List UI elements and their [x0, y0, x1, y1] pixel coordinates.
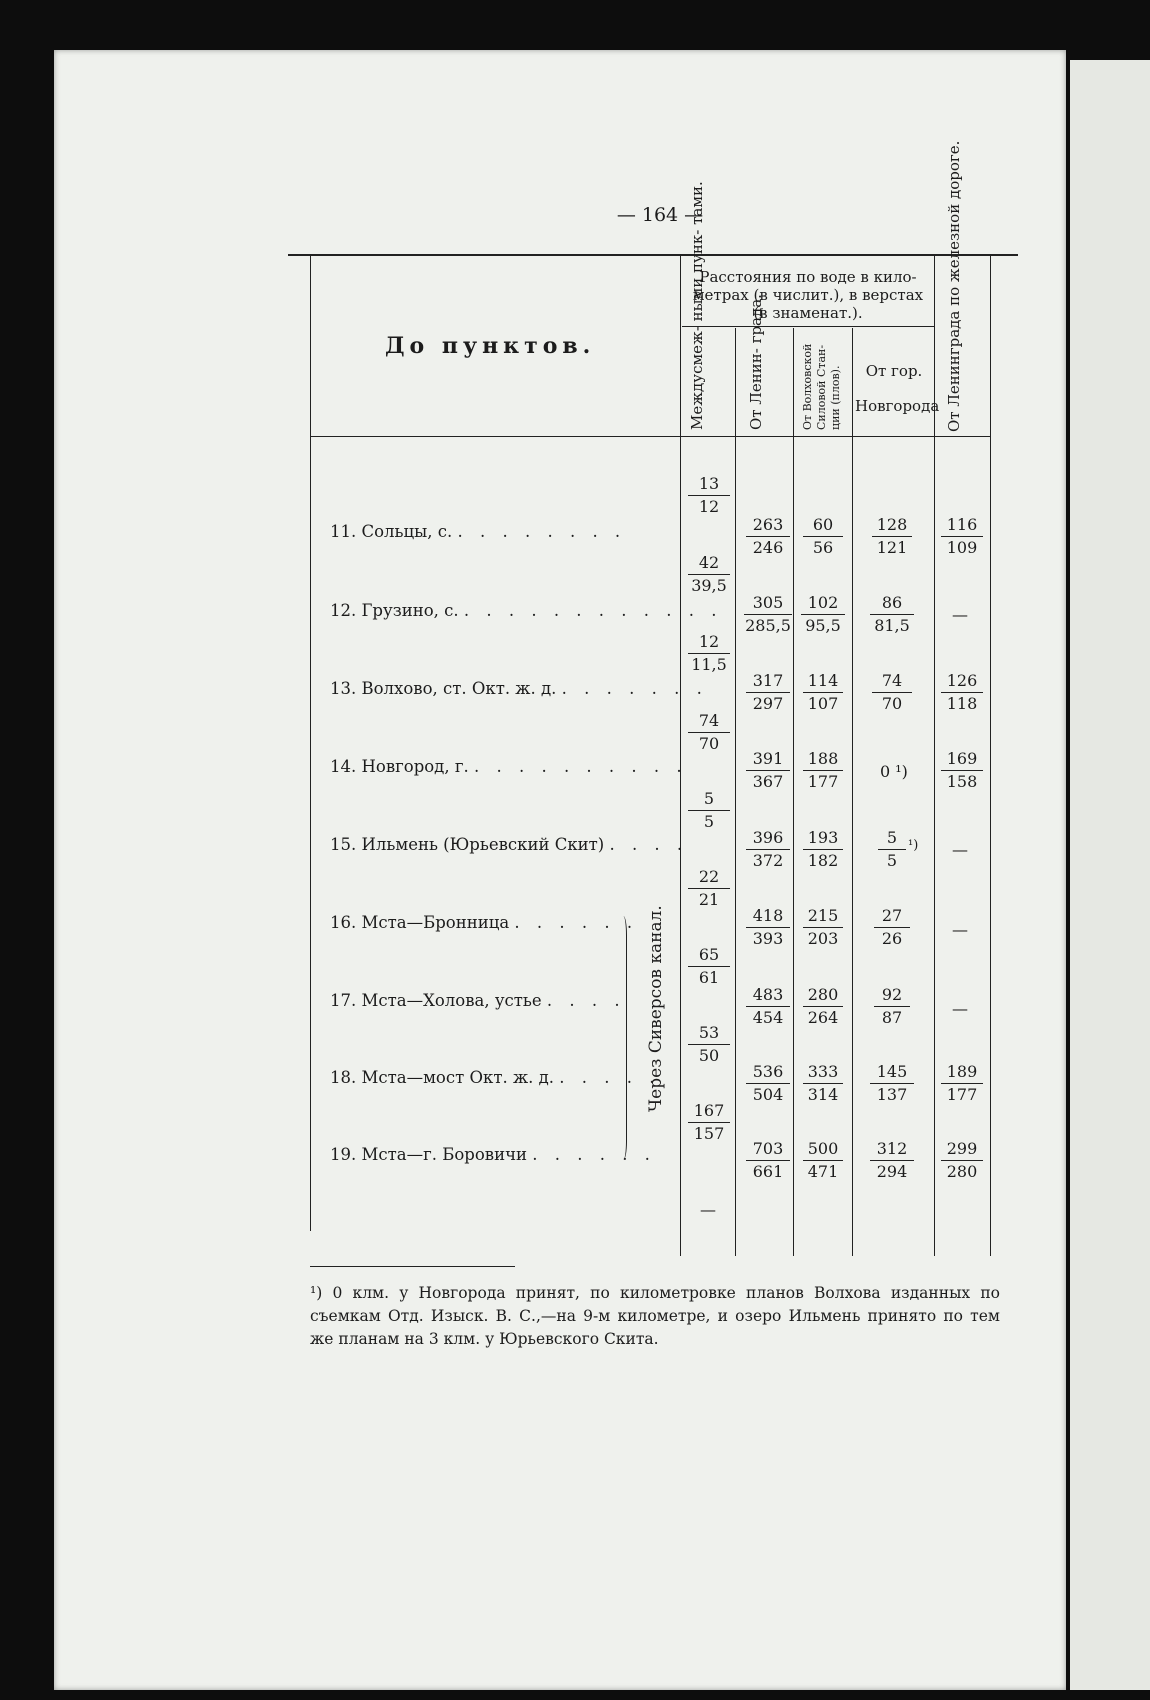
footnote-rule — [310, 1266, 515, 1267]
novgorod-value: $\frac{92}{87}$ — [874, 985, 910, 1028]
volkhov-value: $\frac{333}{314}$ — [803, 1062, 843, 1105]
col-divider-3 — [793, 328, 794, 1256]
novgorod-value: $\frac{74}{70}$ — [872, 671, 912, 714]
novgorod-value: $\frac{27}{26}$ — [874, 906, 910, 949]
canal-brace — [618, 916, 627, 1160]
table-row: 15. Ильмень (Юрьевский Скит) . . . . — [330, 835, 689, 854]
rail-value: — — [952, 605, 968, 624]
leningrad-value: $\frac{536}{504}$ — [746, 1062, 790, 1105]
col-leningrad-header: От Ленин- града. — [747, 294, 765, 430]
volkhov-value: $\frac{102}{95,5}$ — [801, 593, 845, 636]
table-row: 13. Волхово, ст. Окт. ж. д. . . . . . . . — [330, 679, 708, 698]
novgorod-value: $\frac{86}{81,5}$ — [870, 593, 914, 636]
col-rail-header: От Ленинграда по железной дороге. — [945, 140, 963, 432]
volkhov-value: $\frac{114}{107}$ — [803, 671, 843, 714]
footnote: ¹) 0 клм. у Новгорода принят, по километровке планов Волхова изданных по съемкам Отд. Изыск. В. С.,—на 9-м километре, и озеро Ильмень принято по тем же планам на 3 клм. у Юрьевского Скита. — [310, 1284, 1000, 1348]
novgorod-value: $\frac{128}{121}$ — [872, 515, 912, 558]
novgorod-value: 0 ¹) — [880, 762, 908, 781]
points-column-title: До пунктов. — [385, 333, 596, 359]
water-group-rule — [682, 326, 934, 327]
novgorod-value: $\frac{5}{5}$ — [878, 828, 906, 871]
rail-value: $\frac{169}{158}$ — [941, 749, 983, 792]
header-bottom-rule — [310, 436, 990, 437]
novgorod-value: $\frac{312}{294}$ — [870, 1139, 914, 1182]
table-row: 16. Мста—Бронница . . . . . . — [330, 913, 639, 932]
leningrad-value: $\frac{703}{661}$ — [746, 1139, 790, 1182]
rail-value: — — [952, 840, 968, 859]
table-row: 11. Сольцы, с. . . . . . . . . — [330, 522, 627, 541]
leningrad-value: $\frac{317}{297}$ — [746, 671, 790, 714]
rail-value: $\frac{116}{109}$ — [941, 515, 983, 558]
between-value: $\frac{65}{61}$ — [688, 945, 730, 988]
table-right-border — [990, 256, 991, 1256]
rail-value: — — [952, 999, 968, 1018]
table-row: 18. Мста—мост Окт. ж. д. . . . . . — [330, 1068, 661, 1087]
col-novgorod-header-top: От гор. — [865, 362, 923, 380]
novgorod-footnote-mark: ¹) — [908, 838, 919, 853]
between-value: $\frac{42}{39,5}$ — [688, 553, 730, 596]
between-value: $\frac{12}{11,5}$ — [688, 632, 730, 675]
rail-value: — — [952, 920, 968, 939]
table-top-rule — [288, 254, 1018, 256]
table-row: 19. Мста—г. Боровичи . . . . . . — [330, 1145, 656, 1164]
leningrad-value: $\frac{263}{246}$ — [746, 515, 790, 558]
canal-label: Через Сиверсов канал. — [646, 905, 666, 1112]
table-row: 17. Мста—Холова, устье . . . . — [330, 991, 626, 1010]
table-left-border — [310, 256, 311, 1231]
leningrad-value: $\frac{396}{372}$ — [746, 828, 790, 871]
between-value: $\frac{5}{5}$ — [688, 789, 730, 832]
page-number: — 164 — — [616, 204, 704, 226]
rail-value: $\frac{299}{280}$ — [941, 1139, 983, 1182]
water-distances-header: Расстояния по воде в кило- метрах (в числит.), в верстах (в знаменат.). — [692, 268, 924, 322]
volkhov-value: $\frac{193}{182}$ — [803, 828, 843, 871]
volkhov-value: $\frac{188}{177}$ — [803, 749, 843, 792]
volkhov-value: $\frac{500}{471}$ — [803, 1139, 843, 1182]
leningrad-value: $\frac{418}{393}$ — [746, 906, 790, 949]
between-value: $\frac{53}{50}$ — [688, 1023, 730, 1066]
between-value: $\frac{167}{157}$ — [688, 1101, 730, 1144]
col-divider-2 — [735, 328, 736, 1256]
between-value: $\frac{13}{12}$ — [688, 474, 730, 517]
col-divider-4 — [852, 328, 853, 1256]
rail-value: $\frac{126}{118}$ — [941, 671, 983, 714]
rail-value: $\frac{189}{177}$ — [941, 1062, 983, 1105]
novgorod-value: $\frac{145}{137}$ — [870, 1062, 914, 1105]
table-row: 14. Новгород, г. . . . . . . . . . . — [330, 757, 688, 776]
col-novgorod-header-bottom: Новгорода — [855, 397, 940, 415]
col-volkhov-header: От Волховской Силовой Стан- ции (плов). — [801, 343, 842, 430]
col-divider-1 — [680, 256, 681, 1256]
between-value: $\frac{22}{21}$ — [688, 867, 730, 910]
between-end-dash: — — [700, 1200, 716, 1219]
adjacent-page-edge — [1070, 60, 1150, 1690]
leningrad-value: $\frac{305}{285,5}$ — [745, 593, 791, 635]
leningrad-value: $\frac{483}{454}$ — [746, 985, 790, 1028]
leningrad-value: $\frac{391}{367}$ — [746, 749, 790, 792]
volkhov-value: $\frac{215}{203}$ — [803, 906, 843, 949]
table-row: 12. Грузино, с. . . . . . . . . . . . . — [330, 601, 723, 620]
col-between-header: Междусмеж- ными пунк- тами. — [688, 181, 706, 430]
volkhov-value: $\frac{60}{56}$ — [803, 515, 843, 558]
volkhov-value: $\frac{280}{264}$ — [803, 985, 843, 1028]
between-value: $\frac{74}{70}$ — [688, 711, 730, 754]
